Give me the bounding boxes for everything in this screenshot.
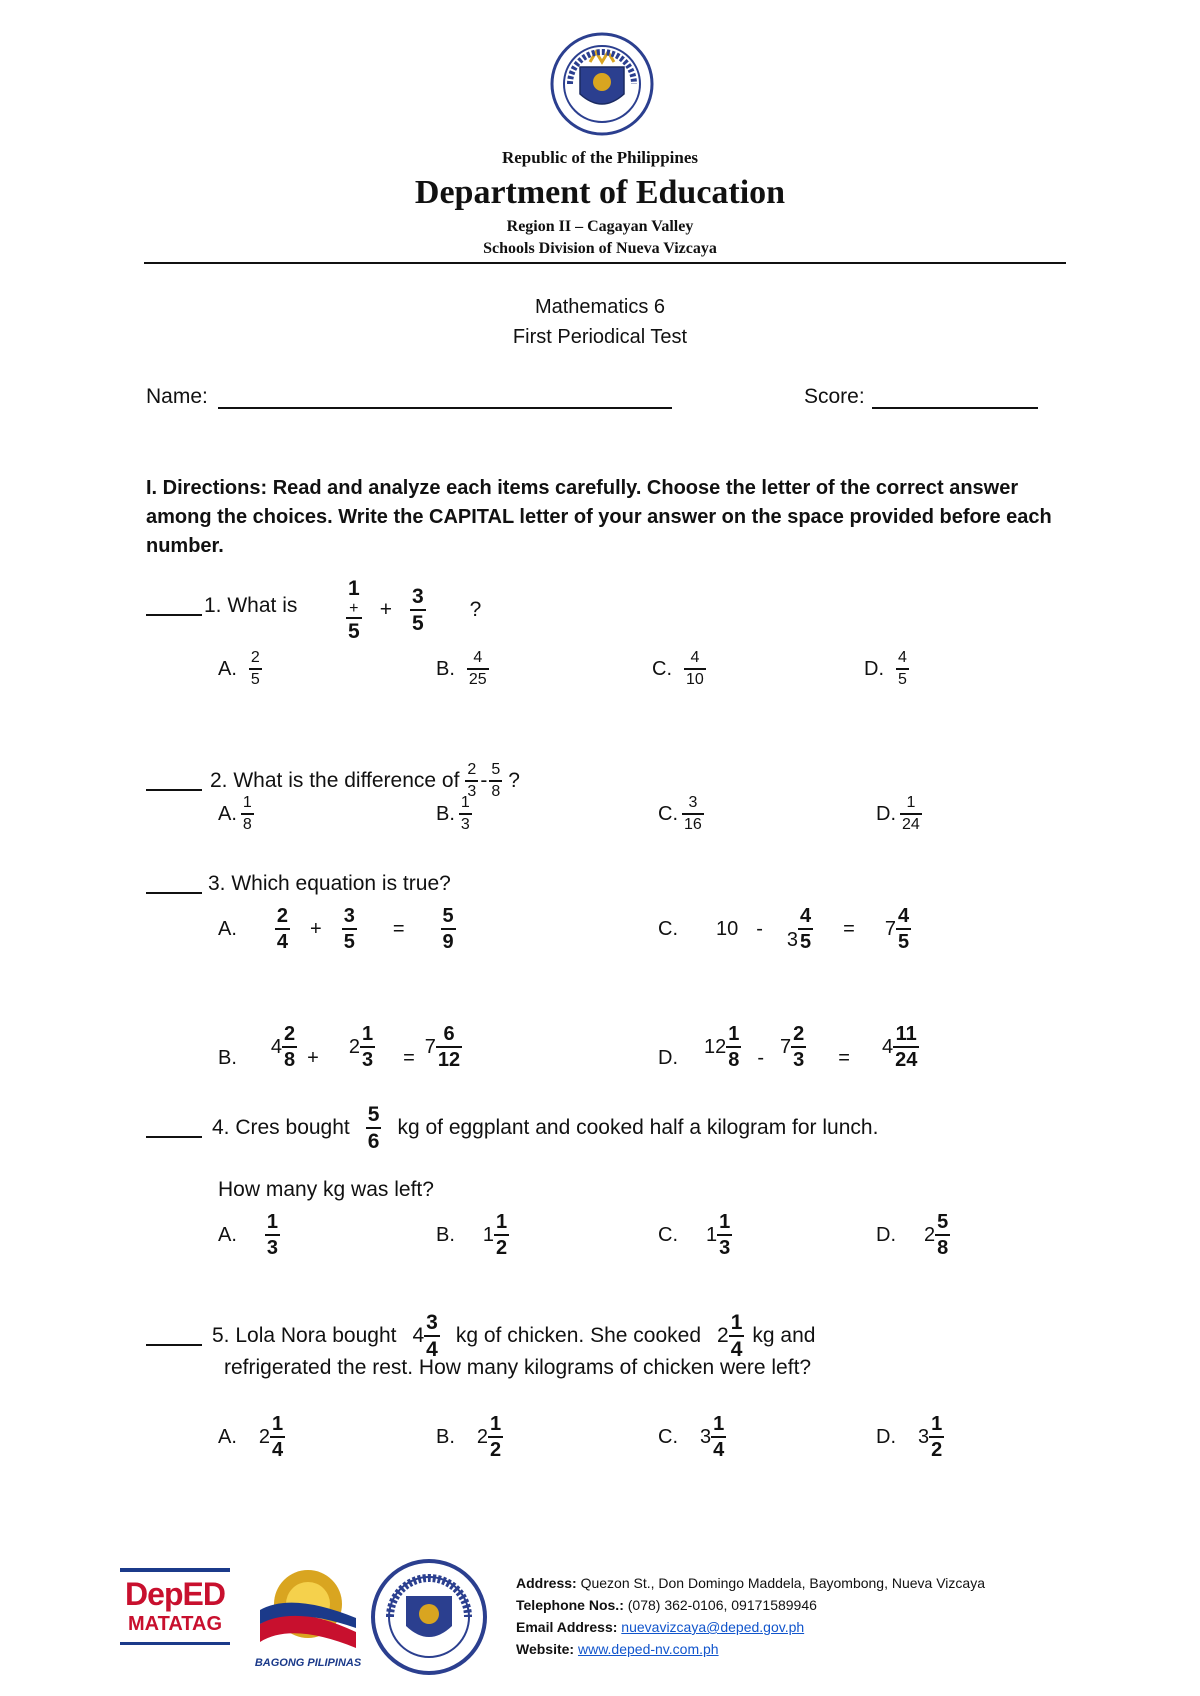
bagong-pilipinas-logo: [252, 1562, 364, 1678]
numerator: 5: [442, 905, 454, 927]
q4-numerator: 5: [367, 1103, 380, 1126]
choice-denominator: 8: [935, 1234, 950, 1258]
equals: =: [403, 1047, 415, 1069]
choice-denominator: 3: [459, 813, 472, 833]
question-5-text-cont: kg of chicken. She cooked: [455, 1324, 701, 1347]
whole-number: 2: [924, 1223, 936, 1246]
phone-line: [516, 1594, 985, 1616]
whole-number: 2: [476, 1425, 489, 1448]
footer-deped-seal: [370, 1558, 488, 1676]
choice-letter: D.: [876, 1425, 896, 1448]
choice-denominator: 24: [900, 813, 922, 833]
choice-denominator: 25: [467, 668, 489, 688]
email-line: [516, 1616, 985, 1638]
question-1-expression: [346, 578, 481, 642]
denominator: 9: [441, 928, 456, 952]
q5-choice-d[interactable]: [876, 1414, 944, 1460]
choice-denominator: 5: [896, 668, 909, 688]
choice-numerator: 1: [490, 1413, 502, 1435]
q1-question-mark: ?: [469, 598, 482, 621]
operator: -: [756, 917, 763, 940]
answer-blank-1[interactable]: [146, 596, 202, 616]
matatag-text: MATATAG: [127, 1613, 223, 1635]
choice-numerator: 1: [931, 1413, 943, 1435]
q3-choice-b[interactable]: [218, 1024, 462, 1070]
question-4-text: 4. Cres bought: [212, 1116, 350, 1139]
choice-denominator: 16: [682, 813, 704, 833]
denominator: 5: [798, 928, 813, 952]
whole-number: 4: [881, 1035, 894, 1058]
website-link[interactable]: www.deped-nv.com.ph: [577, 1641, 719, 1657]
choice-letter: D.: [876, 802, 896, 825]
phone-label: Telephone Nos.:: [516, 1597, 624, 1613]
numerator: 2: [284, 1023, 296, 1045]
choice-numerator: 2: [250, 649, 260, 666]
choice-letter: D.: [658, 1047, 678, 1069]
question-5-text-end: kg and: [752, 1324, 816, 1347]
choice-letter: A.: [218, 802, 237, 825]
choice-numerator: 5: [937, 1211, 949, 1233]
question-1-text: 1. What is: [204, 594, 298, 617]
q5-choice-a[interactable]: [218, 1414, 285, 1460]
directions-text: I. Directions: Read and analyze each items carefully. Choose the letter of the correct answer among the choices. Write the CAPITAL letter of your answer on the space provided before each number.: [146, 477, 1052, 557]
q4-choice-b[interactable]: [436, 1212, 509, 1258]
choice-denominator: 8: [241, 813, 254, 833]
q3-choice-c[interactable]: [658, 906, 911, 952]
choice-numerator: 4: [473, 649, 483, 666]
q1-f1-plus: +: [349, 600, 359, 617]
whole-number: 4: [412, 1324, 425, 1347]
question-1: [146, 594, 297, 618]
whole-number: 2: [348, 1035, 360, 1058]
choice-denominator: 5: [249, 668, 262, 688]
choice-letter: C.: [658, 802, 678, 825]
denominator: 4: [424, 1335, 440, 1360]
denominator: 4: [729, 1335, 745, 1360]
footer-contact: [516, 1572, 985, 1660]
whole-number: 3: [786, 929, 799, 951]
q5-choice-c[interactable]: [658, 1414, 726, 1460]
whole-number: 4: [270, 1035, 283, 1058]
q1-fraction-1: [346, 578, 362, 642]
whole-number: 7: [424, 1035, 436, 1058]
q1-f2-denominator: 5: [410, 609, 426, 634]
whole-number: 2: [717, 1324, 729, 1347]
q1-choice-a[interactable]: [218, 650, 262, 688]
numerator: 2: [276, 905, 289, 927]
choice-numerator: 1: [266, 1211, 279, 1233]
denominator: 3: [360, 1046, 375, 1070]
q1-fraction-2: [410, 586, 426, 634]
subject-title: Mathematics 6: [534, 296, 666, 318]
choice-numerator: 1: [496, 1211, 508, 1233]
q4-choice-d[interactable]: [876, 1212, 950, 1258]
q1-choice-c[interactable]: [652, 650, 706, 688]
numerator: 3: [343, 905, 355, 927]
question-2-text: 2. What is the difference of: [210, 769, 460, 792]
numerator: 11: [895, 1023, 917, 1045]
denominator: 8: [282, 1046, 297, 1070]
question-5: [146, 1312, 815, 1360]
deped-seal-logo: [550, 32, 654, 136]
choice-letter: B.: [436, 1223, 455, 1246]
q2-f2-numerator: 5: [491, 761, 501, 778]
q2-choice-d[interactable]: [876, 795, 922, 833]
q1-f2-numerator: 3: [411, 585, 424, 608]
choice-numerator: 1: [719, 1211, 731, 1233]
choice-letter: A.: [218, 917, 237, 940]
deped-matatag-logo: [120, 1568, 230, 1678]
numerator: 4: [800, 905, 812, 927]
choice-denominator: 4: [711, 1436, 726, 1460]
choice-letter: B.: [436, 657, 455, 680]
q3-choice-d[interactable]: [658, 1024, 919, 1070]
question-4-prompt: How many kg was left?: [218, 1178, 434, 1201]
operator: +: [307, 1047, 319, 1069]
choice-letter: C.: [658, 1223, 678, 1246]
q1-choice-b[interactable]: [436, 650, 489, 688]
denominator: 4: [275, 928, 290, 952]
choice-numerator: 1: [242, 794, 252, 811]
choice-denominator: 3: [265, 1234, 280, 1258]
q4-choice-a[interactable]: [218, 1212, 280, 1258]
address-value: Quezon St., Don Domingo Maddela, Bayombong, Nueva Vizcaya: [580, 1575, 985, 1591]
whole-number: 3: [700, 1425, 712, 1448]
q2-f1-denominator: 3: [465, 780, 478, 800]
equals: =: [392, 917, 405, 940]
address-label: Address:: [516, 1575, 577, 1591]
q2-choice-b[interactable]: [436, 795, 472, 833]
whole-number: 10: [716, 917, 739, 940]
q2-minus: -: [480, 769, 488, 792]
choice-numerator: 3: [688, 794, 698, 811]
choice-denominator: 2: [929, 1436, 944, 1460]
choice-denominator: 2: [488, 1436, 503, 1460]
score-label: Score:: [804, 385, 865, 408]
answer-blank-2[interactable]: [146, 771, 202, 791]
choice-letter: A.: [218, 1425, 237, 1448]
denominator: 5: [342, 928, 357, 952]
operator: +: [310, 917, 322, 940]
choice-denominator: 2: [494, 1234, 509, 1258]
choice-denominator: 3: [717, 1234, 732, 1258]
choice-letter: C.: [658, 917, 678, 940]
question-5-prompt: refrigerated the rest. How many kilograms of chicken were left?: [224, 1356, 812, 1379]
q2-choice-a[interactable]: [218, 795, 254, 833]
whole-number: 1: [706, 1223, 718, 1246]
denominator: 12: [436, 1046, 462, 1070]
q2-f1-numerator: 2: [467, 761, 477, 778]
test-title: First Periodical Test: [512, 326, 688, 348]
choice-numerator: 4: [898, 649, 907, 666]
numerator: 2: [793, 1023, 805, 1045]
choice-letter: D.: [864, 657, 884, 680]
denominator: 8: [726, 1046, 741, 1070]
deped-logo-text: DepED: [125, 1576, 225, 1612]
q5-choice-b[interactable]: [436, 1414, 503, 1460]
whole-number: 12: [704, 1035, 727, 1058]
numerator: 4: [897, 905, 910, 927]
q2-question-mark: ?: [508, 769, 520, 792]
department-title: Department of Education: [414, 174, 786, 211]
answer-blank-4[interactable]: [146, 1118, 202, 1138]
q1-choice-d[interactable]: [864, 650, 909, 688]
choice-numerator: 1: [906, 794, 916, 811]
q4-denominator: 6: [366, 1127, 382, 1152]
answer-blank-3[interactable]: [146, 874, 202, 894]
equals: =: [838, 1047, 850, 1069]
q3-choice-a[interactable]: [218, 906, 456, 952]
q2-choice-c[interactable]: [658, 795, 704, 833]
whole-number: 7: [884, 917, 896, 940]
whole-number: 3: [918, 1425, 930, 1448]
choice-letter: B.: [218, 1047, 237, 1069]
q1-f1-numerator: 1: [348, 577, 360, 600]
numerator: 1: [728, 1023, 740, 1045]
choice-denominator: 4: [270, 1436, 285, 1460]
numerator: 6: [443, 1023, 455, 1045]
address-line: [516, 1572, 985, 1594]
email-label: Email Address:: [516, 1619, 618, 1635]
division-text: Schools Division of Nueva Vizcaya: [483, 240, 717, 257]
phone-value: (078) 362-0106, 09171589946: [627, 1597, 817, 1613]
denominator: 3: [791, 1046, 806, 1070]
choice-numerator: 1: [460, 794, 470, 811]
header-divider: [144, 262, 1066, 264]
bagong-pilipinas-text: BAGONG PILIPINAS: [254, 1657, 362, 1669]
email-link[interactable]: nuevavizcaya@deped.gov.ph: [621, 1619, 805, 1635]
denominator: 5: [896, 928, 911, 952]
republic-text: Republic of the Philippines: [501, 148, 698, 167]
name-label: Name:: [146, 385, 208, 408]
q1-f1-denominator: 5: [346, 617, 362, 642]
choice-numerator: 1: [713, 1413, 725, 1435]
question-3-text: 3. Which equation is true?: [208, 872, 451, 895]
region-text: Region II – Cagayan Valley: [506, 218, 694, 235]
choice-letter: C.: [652, 657, 672, 680]
operator: -: [757, 1047, 765, 1069]
choice-letter: C.: [658, 1425, 678, 1448]
denominator: 24: [893, 1046, 919, 1070]
choice-letter: D.: [876, 1223, 896, 1246]
whole-number: 7: [780, 1035, 792, 1058]
choice-letter: B.: [436, 1425, 455, 1448]
numerator: 1: [730, 1311, 743, 1334]
q1-plus: +: [379, 598, 392, 621]
equals: =: [843, 917, 855, 940]
choice-letter: B.: [436, 802, 455, 825]
whole-number: 2: [258, 1425, 271, 1448]
question-5-text: 5. Lola Nora bought: [212, 1324, 397, 1347]
question-4-text-cont: kg of eggplant and cooked half a kilogram for lunch.: [397, 1116, 879, 1139]
answer-blank-5[interactable]: [146, 1326, 202, 1346]
q2-f2-denominator: 8: [489, 780, 502, 800]
question-4: [146, 1104, 878, 1152]
q4-choice-c[interactable]: [658, 1212, 732, 1258]
choice-letter: A.: [218, 657, 237, 680]
website-label: Website:: [516, 1641, 575, 1657]
choice-numerator: 1: [272, 1413, 284, 1435]
numerator: 3: [426, 1311, 438, 1334]
choice-denominator: 10: [684, 668, 706, 688]
score-line[interactable]: [872, 407, 1038, 409]
name-line[interactable]: [218, 407, 672, 409]
website-line: [516, 1638, 985, 1660]
choice-letter: A.: [218, 1223, 237, 1246]
numerator: 1: [361, 1023, 374, 1045]
choice-numerator: 4: [690, 649, 700, 666]
question-3: [146, 872, 451, 896]
whole-number: 1: [482, 1223, 495, 1246]
